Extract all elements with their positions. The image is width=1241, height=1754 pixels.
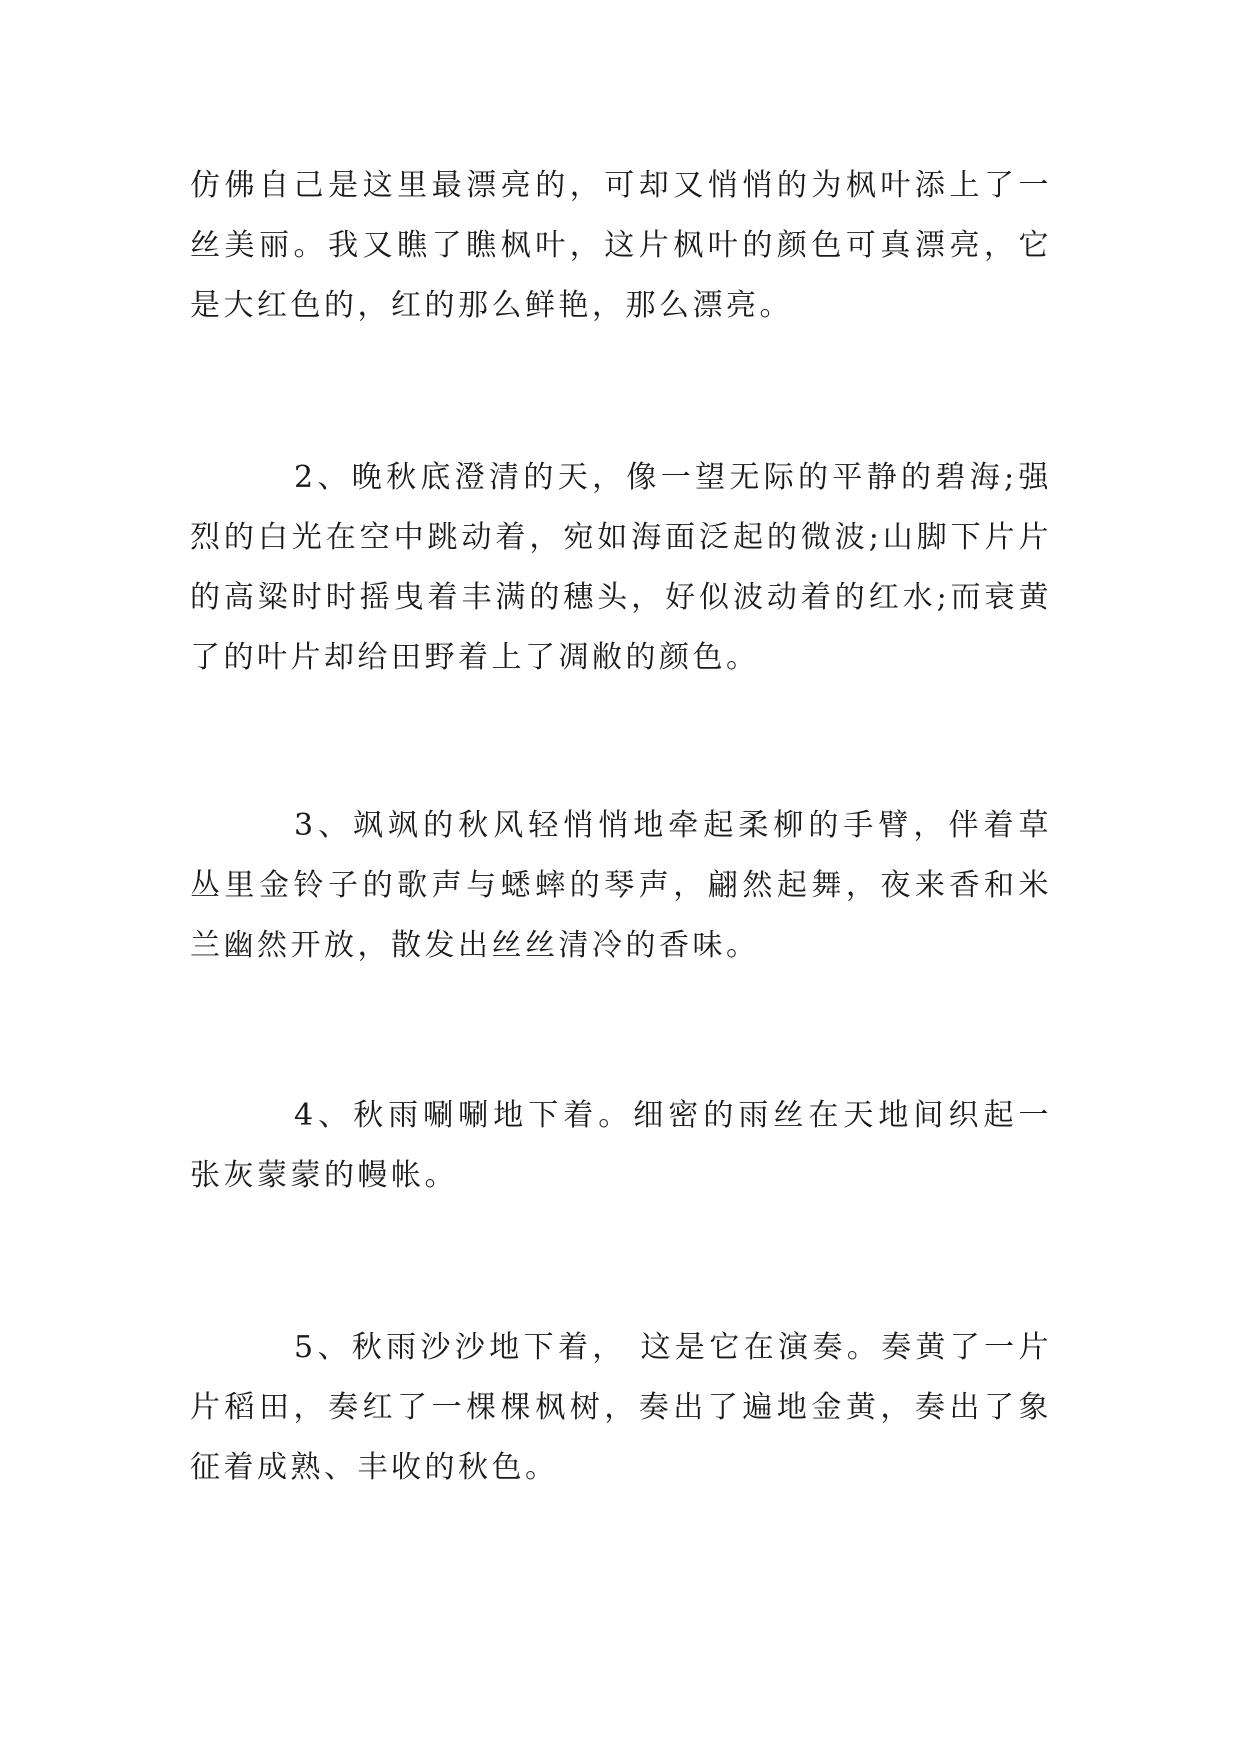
paragraph-item-4: 4、秋雨唰唰地下着。细密的雨丝在天地间织起一张灰蒙蒙的幔帐。: [190, 1098, 1052, 1193]
paragraph-item-2: 2、晚秋底澄清的天，像一望无际的平静的碧海;强烈的白光在空中跳动着，宛如海面泛起的微波;山脚下片片的高粱时时摇曳着丰满的穗头，好似波动着的红水;而衰黄了的叶片却给田野着上了凋敝的颜色。: [190, 460, 1052, 675]
paragraph-item-5: 5、秋雨沙沙地下着， 这是它在演奏。奏黄了一片片稻田，奏红了一棵棵枫树，奏出了遍地金黄，奏出了象征着成熟、丰收的秋色。: [190, 1330, 1052, 1485]
paragraph-item-3: 3、飒飒的秋风轻悄悄地牵起柔柳的手臂，伴着草丛里金铃子的歌声与蟋蟀的琴声，翩然起舞，夜来香和米兰幽然开放，散发出丝丝清冷的香味。: [190, 808, 1052, 963]
paragraph-continuation: 仿佛自己是这里最漂亮的，可却又悄悄的为枫叶添上了一丝美丽。我又瞧了瞧枫叶，这片枫叶的颜色可真漂亮，它是大红色的，红的那么鲜艳，那么漂亮。: [190, 168, 1052, 323]
